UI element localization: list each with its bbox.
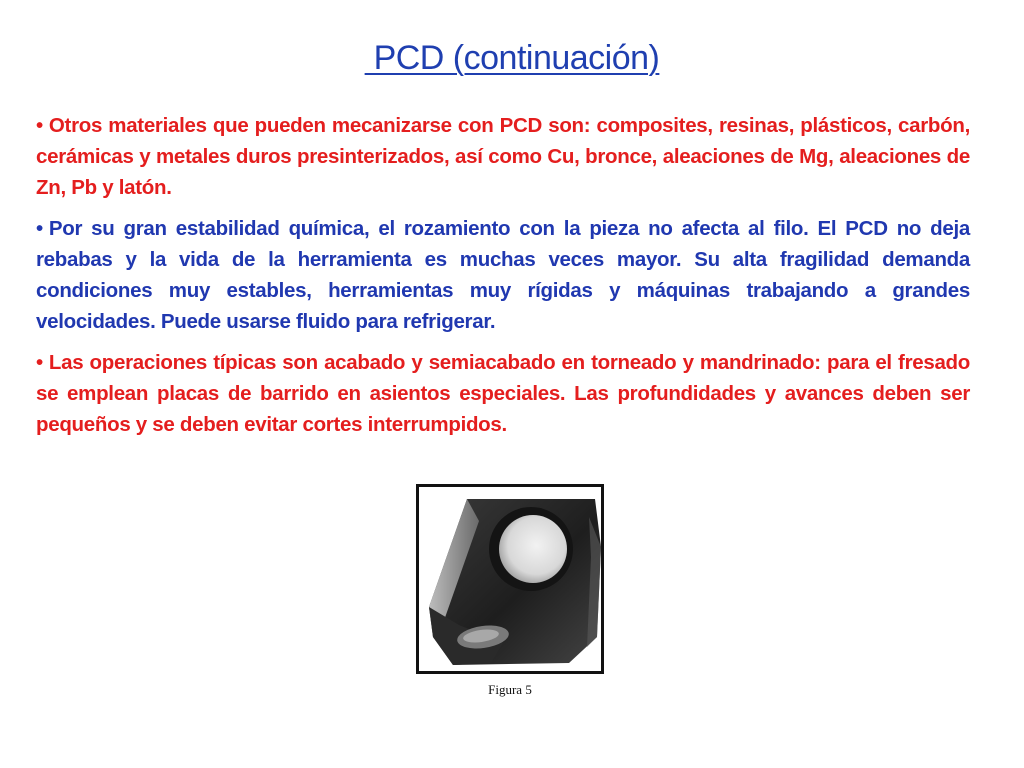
pcd-insert-illustration [419,487,601,671]
bullet-item [36,213,970,337]
bullet-text: Por su gran estabilidad química, el rozamiento con la pieza no afecta al filo. El PCD no deja rebabas y la vida de la herramienta es muchas veces mayor. Su alta fragilidad demanda condiciones muy estables, herramientas muy rígidas y máquinas trabajando a grandes velocidades. Puede usarse fluido para refrigerar. [36,217,970,333]
bullet-text: Las operaciones típicas son acabado y semiacabado en torneado y mandrinado: para el fresado se emplean placas de barrido en asientos especiales. Las profundidades y avances deben ser pequeños y se deben evitar cortes interrumpidos. [36,351,970,436]
page-title: PCD (continuación) [364,39,660,77]
bullet-marker: • [36,351,43,374]
bullet-marker: • [36,217,43,240]
bullet-marker: • [36,114,43,137]
bullet-item [36,110,970,203]
bullet-list [36,110,970,450]
figure-image [416,484,604,674]
bullet-item [36,347,970,440]
figure-caption: Figura 5 [488,682,532,697]
bullet-text: Otros materiales que pueden mecanizarse con PCD son: composites, resinas, plásticos, carbón, cerámicas y metales duros presinterizados, así como Cu, bronce, aleaciones de Mg, aleaciones de Zn, Pb y latón. [36,114,970,199]
